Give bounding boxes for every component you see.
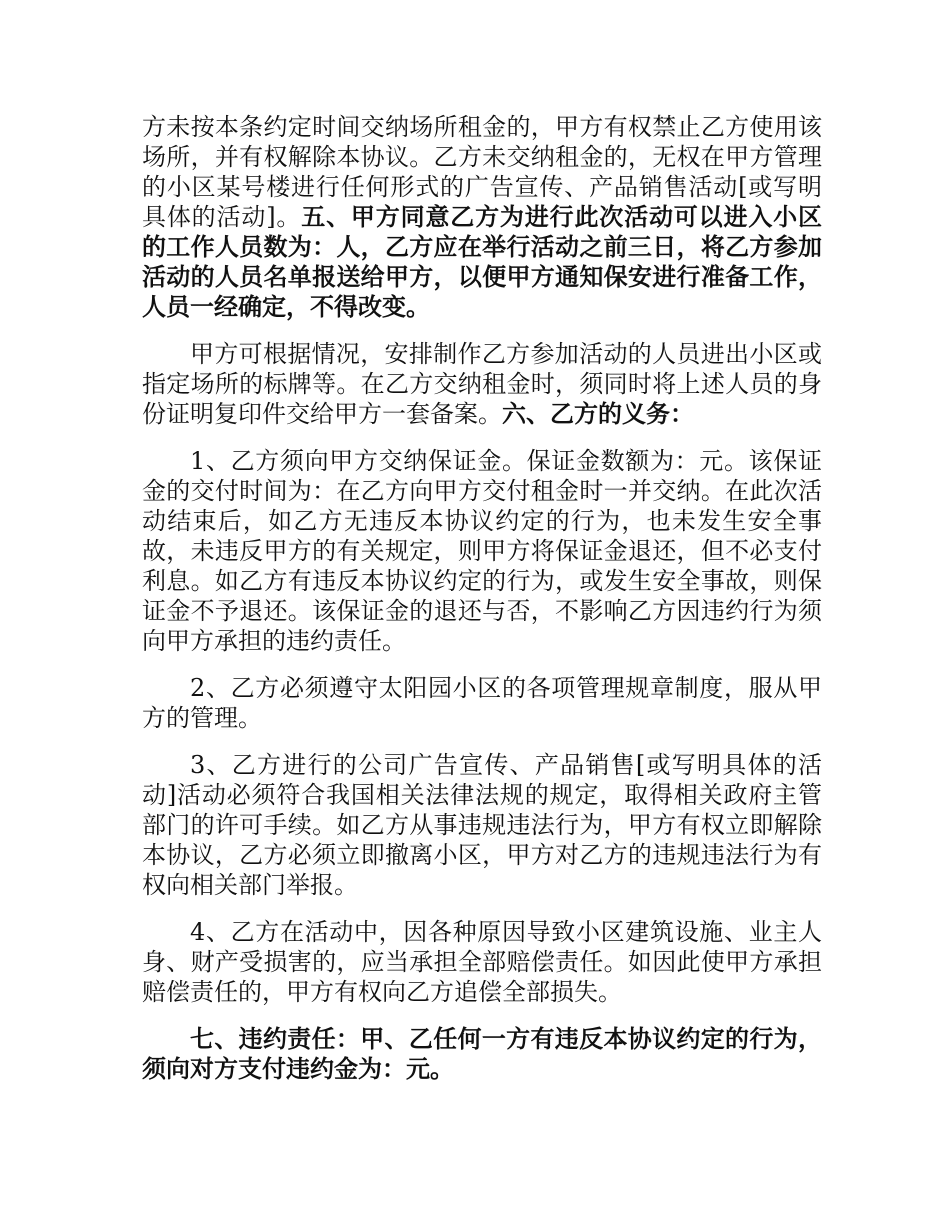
section-heading-party-b-obligations: 六、乙方的义务： bbox=[502, 399, 694, 428]
paragraph-7-breach-liability: 七、违约责任：甲、乙任何一方有违反本协议约定的行为，须向对方支付违约金为：元。 bbox=[142, 1024, 822, 1083]
paragraph-6-damages: 4、乙方在活动中，因各种原因导致小区建筑设施、业主人身、财产受损害的，应当承担全部赔偿责任。如因此使甲方承担赔偿责任的，甲方有权向乙方追偿全部损失。 bbox=[142, 918, 822, 1006]
paragraph-3-deposit: 1、乙方须向甲方交纳保证金。保证金数额为：元。该保证金的交付时间为：在乙方向甲方交付租金时一并交纳。在此次活动结束后，如乙方无违反本协议约定的行为，也未发生安全事故，未违反甲方的有关规定，则甲方将保证金退还，但不必支付利息。如乙方有违反本协议约定的行为，或发生安全事故，则保证金不予退还。该保证金的退还与否，不影响乙方因违约行为须向甲方承担的违约责任。 bbox=[142, 447, 822, 655]
paragraph-1 bbox=[142, 112, 822, 322]
document-page bbox=[142, 112, 822, 1101]
paragraph-1-text: 方未按本条约定时间交纳场所租金的，甲方有权禁止乙方使用该场所，并有权解除本协议。乙方未交纳租金的，无权在甲方管理的小区某号楼进行任何形式的广告宣传、产品销售活动[或写明具体的活动]。 bbox=[142, 113, 822, 231]
paragraph-5-legal-compliance: 3、乙方进行的公司广告宣传、产品销售[或写明具体的活动]活动必须符合我国相关法律法规的规定，取得相关政府主管部门的许可手续。如乙方从事违规违法行为，甲方有权立即解除本协议，乙方必须立即撤离小区，甲方对乙方的违规违法行为有权向相关部门举报。 bbox=[142, 751, 822, 899]
paragraph-4-rules: 2、乙方必须遵守太阳园小区的各项管理规章制度，服从甲方的管理。 bbox=[142, 674, 822, 732]
paragraph-2 bbox=[142, 339, 822, 429]
paragraph-2-text: 甲方可根据情况，安排制作乙方参加活动的人员进出小区或指定场所的标牌等。在乙方交纳租金时，须同时将上述人员的身份证明复印件交给甲方一套备案。 bbox=[142, 340, 822, 428]
paragraph-1-bold-clause: 五、甲方同意乙方为进行此次活动可以进入小区的工作人员数为：人，乙方应在举行活动之前三日，将乙方参加活动的人员名单报送给甲方，以便甲方通知保安进行准备工作，人员一经确定，不得改变。 bbox=[142, 202, 822, 321]
